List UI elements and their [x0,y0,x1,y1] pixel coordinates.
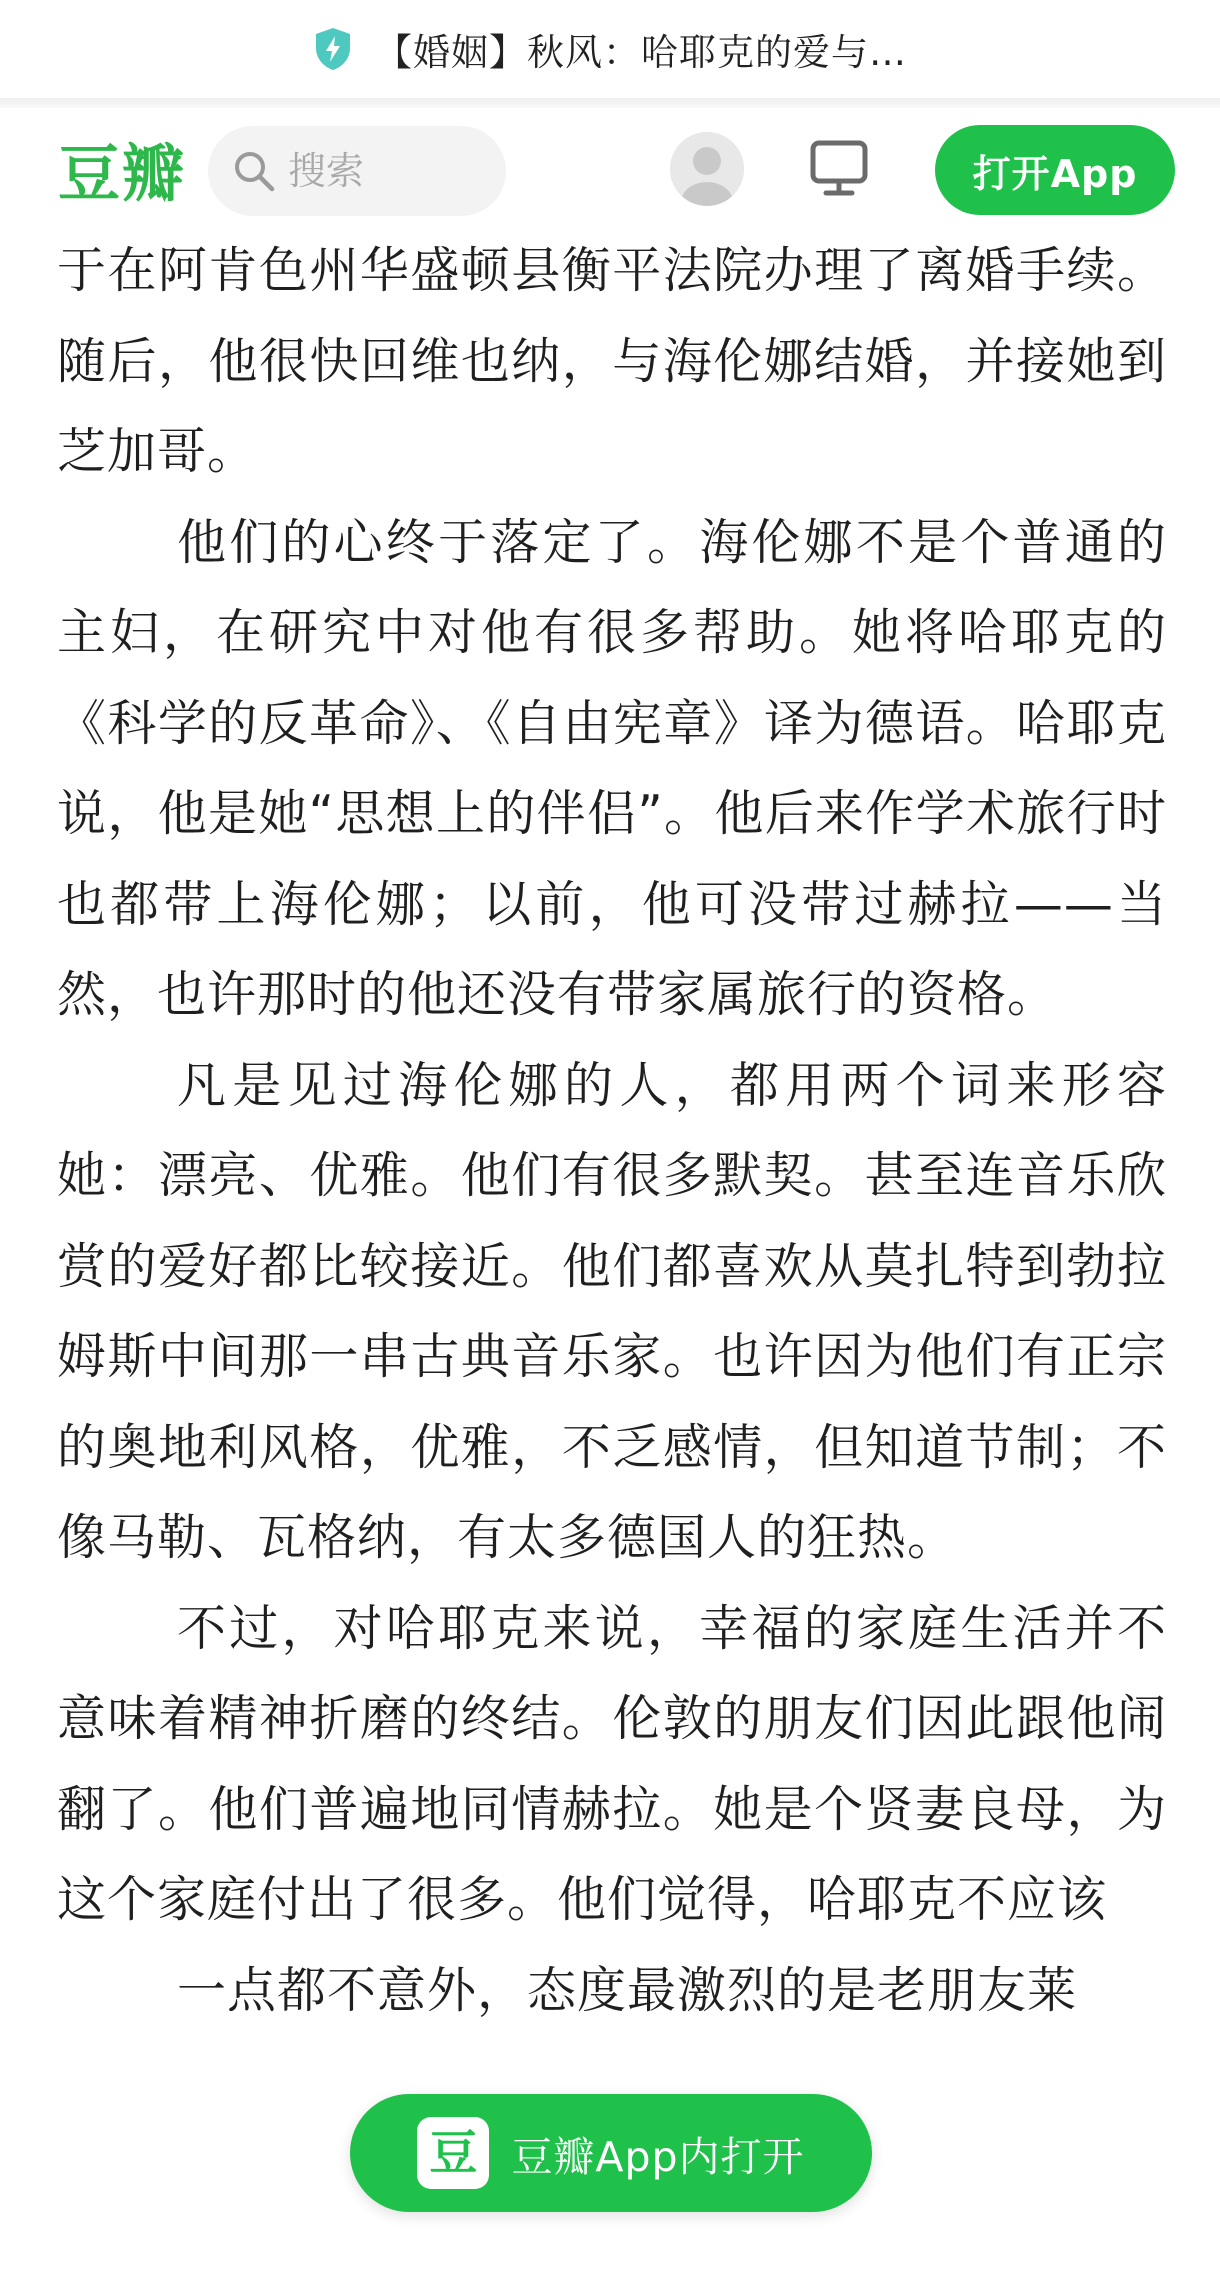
article-paragraph: 他们的心终于落定了。海伦娜不是个普通的主妇，在研究中对他有很多帮助。她将哈耶克的《科学的反革命》、《自由宪章》译为德语。哈耶克说，他是她“思想上的伴侣”。他后来作学术旅行时也都带上海伦娜；以前，他可没带过赫拉——当然，也许那时的他还没有带家属旅行的资格。 [57,513,1167,1023]
user-icon [670,132,744,206]
article-paragraph: 凡是见过海伦娜的人，都用两个词来形容她：漂亮、优雅。他们有很多默契。甚至连音乐欣赏的爱好都比较接近。他们都喜欢从莫扎特到勃拉姆斯中间那一串古典音乐家。也许因为他们有正宗的奥地利风格，优雅，不乏感情，但知道节制；不像马勒、瓦格纳，有太多德国人的狂热。 [57,1056,1167,1566]
article-body [57,226,1167,2283]
open-in-app-label: 豆瓣App内打开 [511,2132,805,2181]
title-divider [0,98,1220,108]
shield-bolt-icon [313,27,353,71]
monitor-icon[interactable] [810,140,868,196]
open-app-button[interactable]: 打开App [935,125,1175,215]
article-paragraph: 一点都不意外，态度最激烈的是老朋友莱 [177,1961,1078,2019]
article-paragraph: 于在阿肯色州华盛顿县衡平法院办理了离婚手续。随后，他很快回维也纳，与海伦娜结婚，并接她到芝加哥。 [57,242,1167,480]
search-box[interactable] [208,126,506,216]
search-input[interactable] [288,149,488,193]
avatar[interactable] [670,132,744,206]
browser-title-bar [0,0,1220,98]
douban-app-icon: 豆 [417,2117,489,2189]
search-icon [232,149,276,193]
page-title: 【婚姻】秋风：哈耶克的爱与… [375,31,907,74]
article-paragraph: 不过，对哈耶克来说，幸福的家庭生活并不意味着精神折磨的终结。伦敦的朋友们因此跟他闹翻了。他们普遍地同情赫拉。她是个贤妻良母，为这个家庭付出了很多。他们觉得，哈耶克不应该 [57,1599,1167,1928]
douban-logo[interactable]: 豆瓣 [58,137,187,210]
open-in-app-floating-button[interactable] [350,2094,872,2212]
